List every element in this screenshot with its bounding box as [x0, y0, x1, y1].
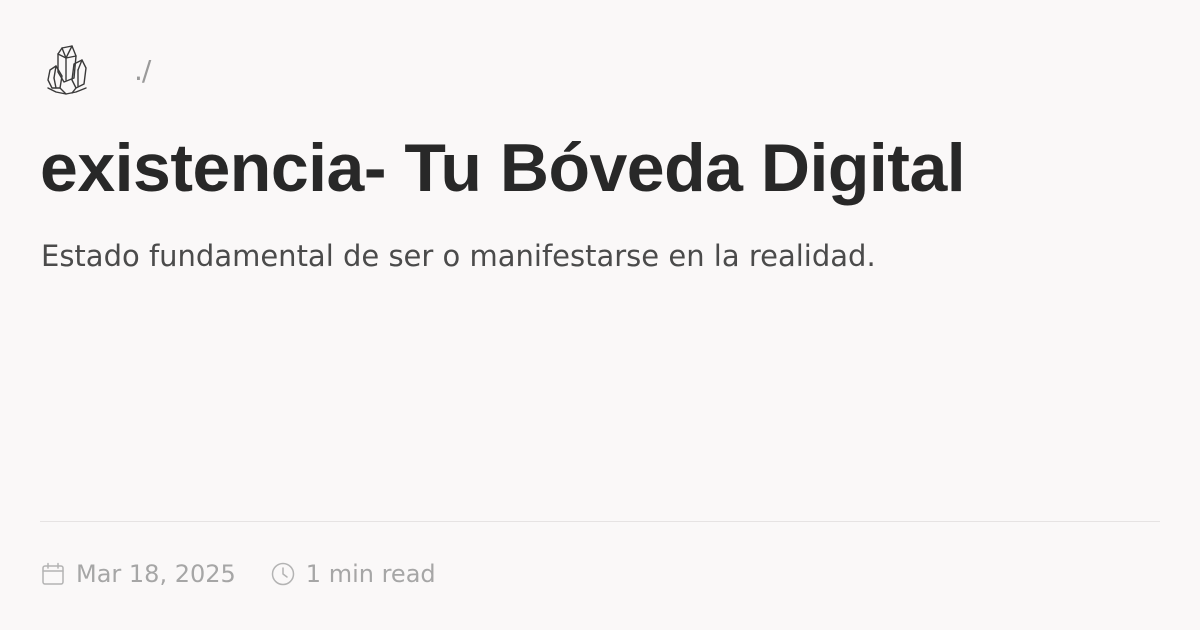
breadcrumb-path[interactable]: ./: [134, 53, 151, 87]
site-header: [44, 40, 150, 100]
calendar-icon: [40, 561, 76, 587]
publish-date: [40, 560, 236, 588]
divider: [40, 521, 1160, 522]
publish-date-text: Mar 18, 2025: [76, 560, 236, 588]
crystal-cluster-icon[interactable]: [44, 42, 92, 98]
page-title: existencia- Tu Bóveda Digital: [40, 130, 966, 206]
page-description: Estado fundamental de ser o manifestarse en la realidad.: [41, 239, 876, 273]
clock-icon: [270, 561, 306, 587]
read-time: [270, 560, 436, 588]
read-time-text: 1 min read: [305, 560, 436, 588]
article-meta: [40, 556, 436, 592]
